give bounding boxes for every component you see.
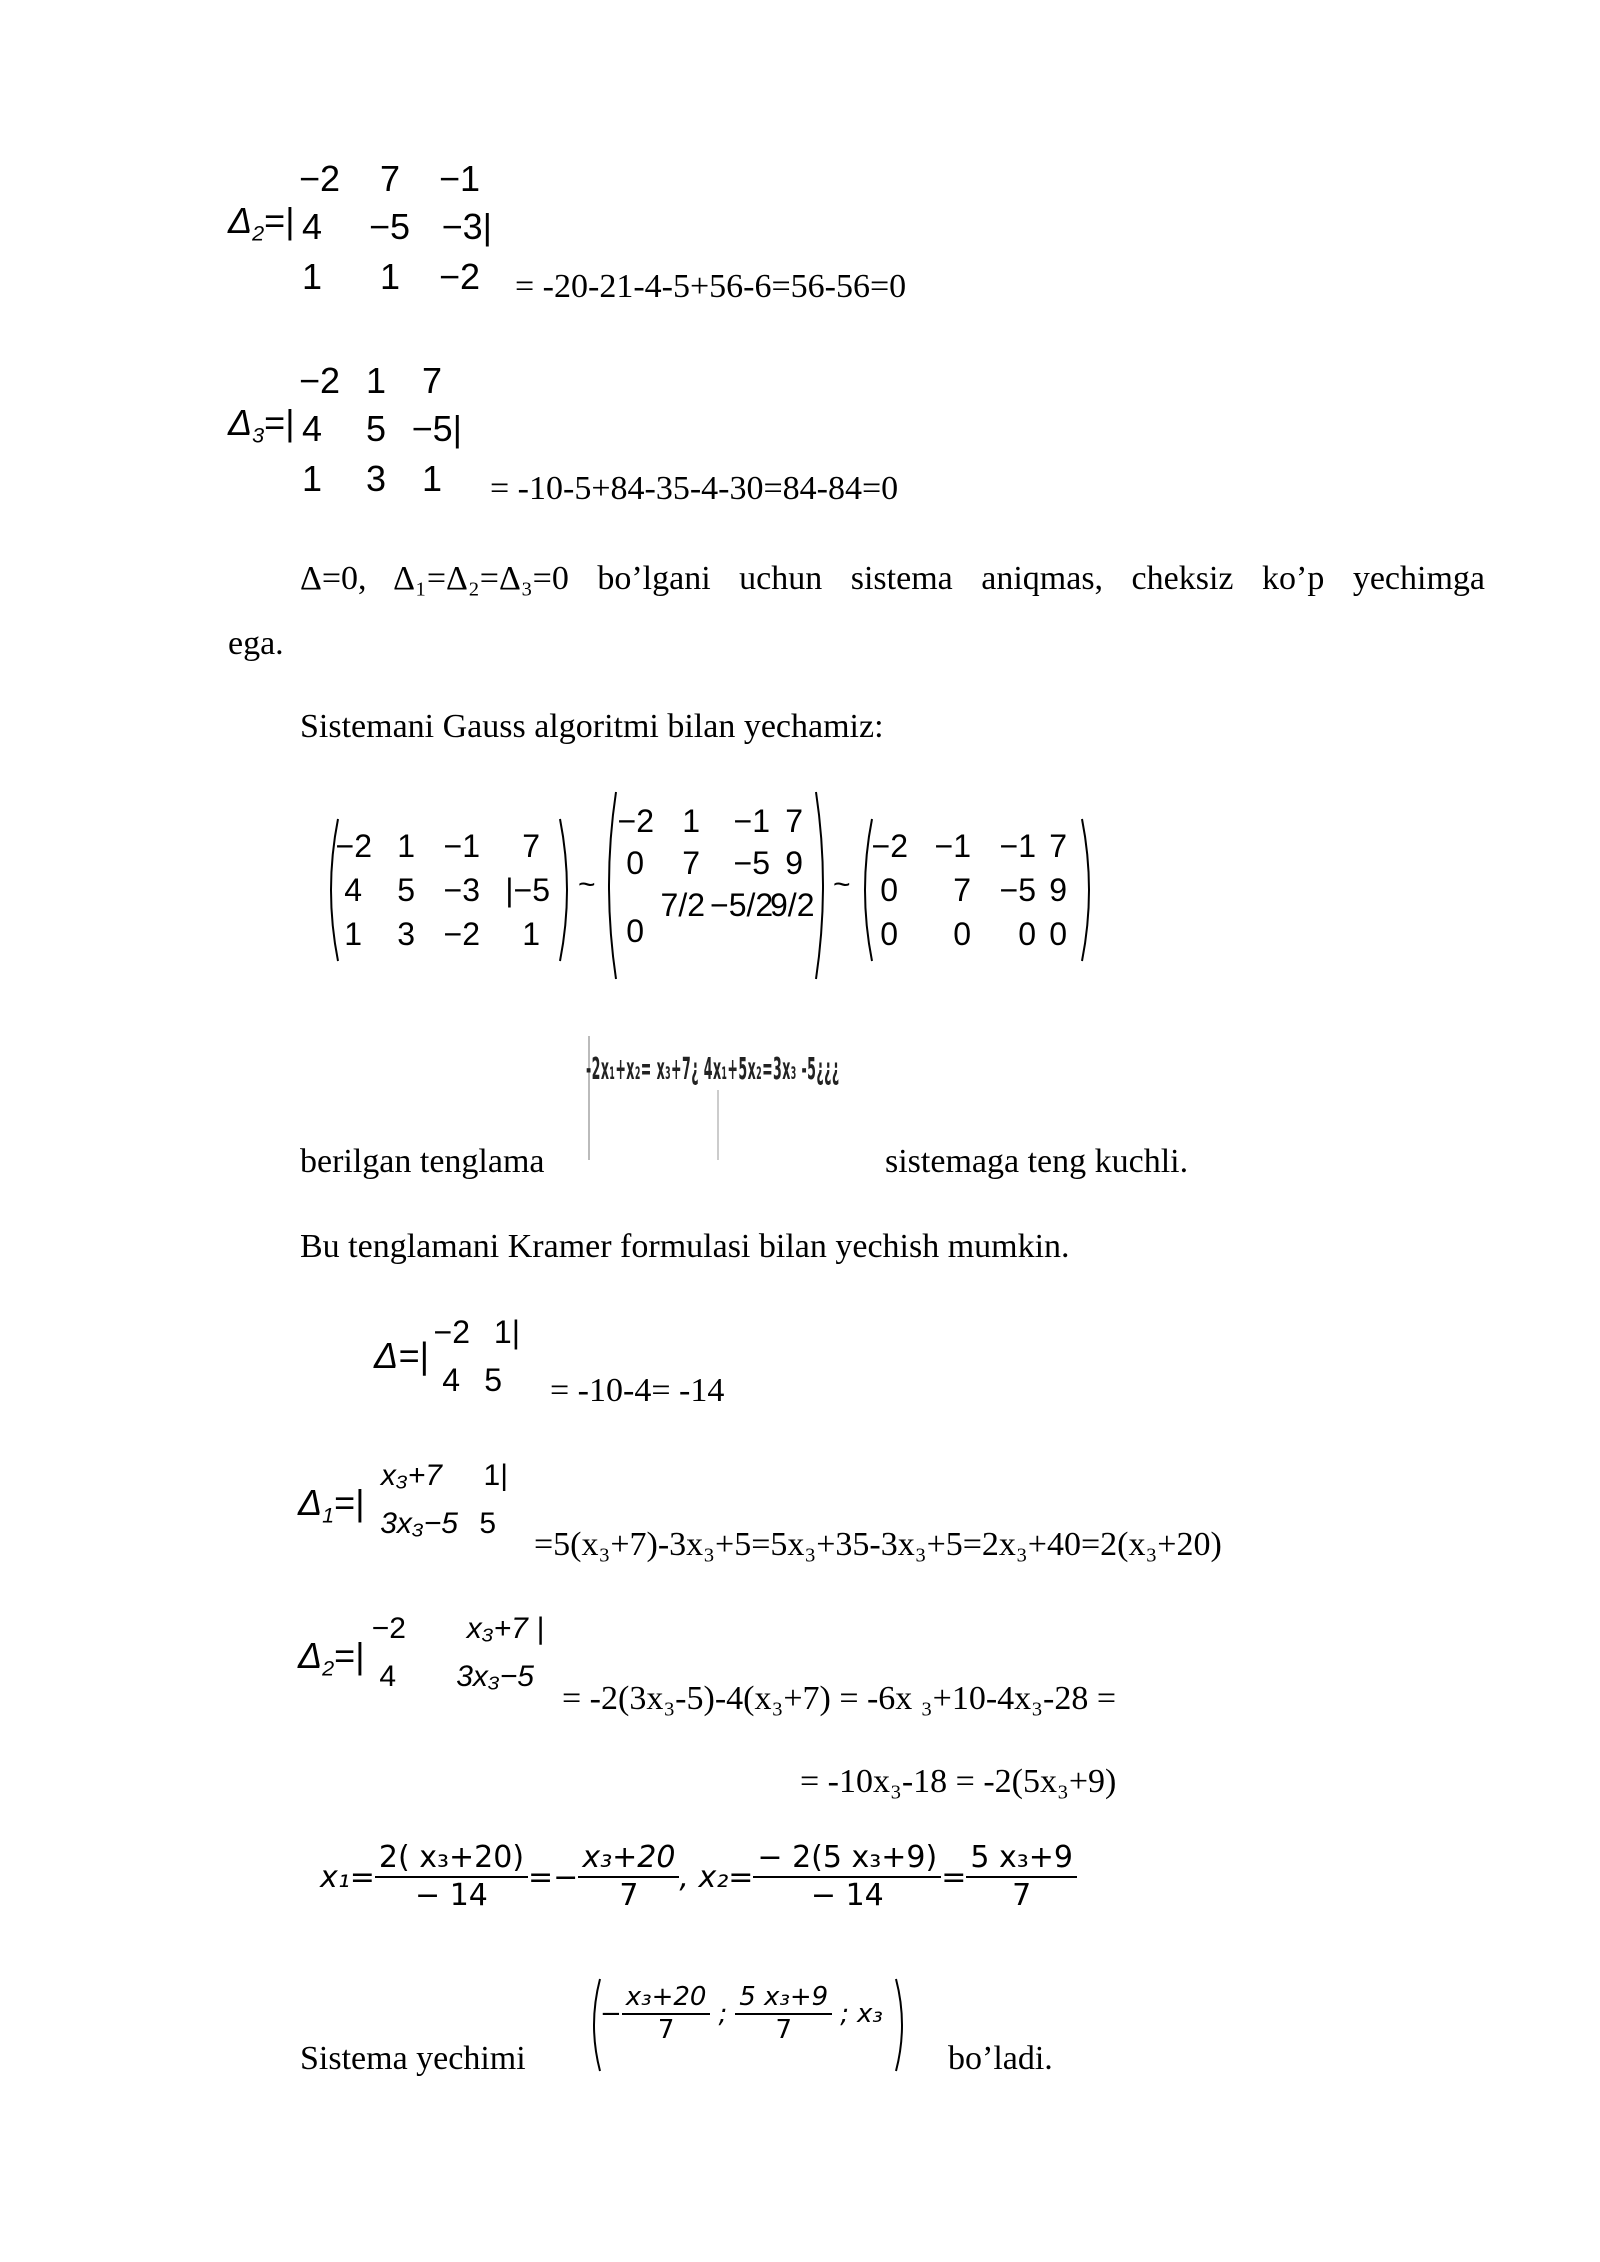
cell: −1 — [443, 828, 480, 864]
cell: 4 — [442, 1362, 460, 1398]
cell: −2 — [871, 828, 908, 864]
det2-label: $\Delta_2=|$ — [298, 1635, 365, 1681]
cell: 4 — [344, 872, 362, 908]
tilde-1: ~ — [578, 868, 596, 901]
fraction-4: $\frac{\text{5 x₃+9}}{7}$ — [966, 1840, 1077, 1914]
cell: −2 — [443, 916, 480, 952]
cell: 1 — [421, 458, 442, 499]
final-fraction-a: $\frac{\text{x₃+20}}{7}$ — [622, 1982, 711, 2046]
eq-minus: =− — [528, 1859, 579, 1895]
final-sep-1: ; — [718, 1999, 728, 2030]
cell: 1 — [397, 828, 415, 864]
cell: −2 — [335, 828, 372, 864]
cell: 3 — [365, 458, 386, 499]
cell: −1 — [438, 158, 480, 199]
system-brace — [586, 1030, 886, 1170]
det1-matrix — [360, 1455, 520, 1555]
cell: −2 — [371, 1612, 406, 1645]
cell-fraction-5-2: −5/2 — [710, 887, 774, 923]
x1-lhs: x₁= — [320, 1859, 375, 1895]
final-minus: − — [600, 1999, 622, 2030]
cell: 0 — [1018, 916, 1036, 952]
fraction-1: $\frac{\text{2( x₃+20)}}{- 14}$ — [375, 1840, 528, 1914]
cell: 5 — [397, 872, 415, 908]
delta2-result: = -20-21-4-5+56-6=56-56=0 — [515, 268, 907, 305]
cell: 0 — [880, 872, 898, 908]
kramer-intro: Bu tenglamani Kramer formulasi bilan yechish mumkin. — [300, 1228, 1070, 1265]
cell: −2 — [433, 1314, 470, 1350]
cell-fraction-7-2: 7/2 — [660, 887, 705, 923]
cell: 9 — [1049, 872, 1067, 908]
cell: |−5 — [505, 872, 550, 908]
cell: 7 — [522, 828, 540, 864]
cell: 3 — [397, 916, 415, 952]
cell: −1 — [934, 828, 971, 864]
equiv-after: sistemaga teng kuchli. — [885, 1143, 1189, 1180]
final-vector — [600, 1982, 883, 2046]
cell: −3 — [443, 872, 480, 908]
x2-lhs: , x₂= — [679, 1859, 754, 1895]
cell: 5 — [479, 1507, 496, 1540]
cell: −3| — [441, 206, 492, 247]
cell: x₃+7 — [380, 1459, 442, 1492]
cell: 5 — [484, 1362, 502, 1398]
cell: −2 — [438, 256, 480, 297]
cell: x₃+7 | — [466, 1612, 544, 1645]
cell: 3x₃−5 — [380, 1507, 458, 1540]
gauss-intro: Sistemani Gauss algoritmi bilan yechamiz: — [300, 708, 884, 745]
tilde-2: ~ — [833, 868, 851, 901]
final-x3: x₃ — [856, 1999, 883, 2030]
cell: 7 — [953, 872, 971, 908]
eq-sign: = — [941, 1859, 967, 1895]
cell: 0 — [1049, 916, 1067, 952]
fraction-3: $\frac{\text{− 2(5 x₃+9)}}{- 14}$ — [753, 1840, 941, 1914]
fraction-2: $\frac{\text{x₃+20}}{7}$ — [578, 1840, 679, 1914]
det2-result2: = -10x₃-18 = -2(5x₃+9) — [800, 1763, 1117, 1800]
cell: 1 — [344, 916, 362, 952]
cell-fraction-9-2: 9/2 — [770, 887, 815, 923]
m3-right-paren — [1078, 815, 1098, 965]
cell: 0 — [953, 916, 971, 952]
cell: 0 — [626, 845, 644, 881]
cell: 1| — [483, 1459, 508, 1492]
det-matrix — [430, 1310, 540, 1410]
cell: 7 — [682, 845, 700, 881]
cell: −5 — [368, 206, 410, 247]
cell: 7 — [785, 803, 803, 839]
system-equation-text: -2x₁+x₂= x₃+7¿ 4x₁+5x₂=3x₃ -5¿¿¿ — [586, 1052, 840, 1087]
conclusion-line2: ega. — [228, 625, 284, 662]
cell: 1 — [301, 458, 322, 499]
system-equation-image — [586, 1030, 886, 1170]
gauss-matrix-3 — [866, 820, 1086, 970]
final-right-paren — [892, 1975, 910, 2075]
cell: 0 — [880, 916, 898, 952]
final-fraction-b: $\frac{\text{5 x₃+9}}{7}$ — [735, 1982, 832, 2046]
cell: 1 — [379, 256, 400, 297]
cell: −2 — [298, 360, 340, 401]
cell: 5 — [365, 408, 386, 449]
cell: 7 — [379, 158, 400, 199]
final-after: bo’ladi. — [948, 2040, 1053, 2077]
delta3-result: = -10-5+84-35-4-30=84-84=0 — [490, 470, 899, 507]
det1-result: =5(x₃+7)-3x₃+5=5x₃+35-3x₃+5=2x₃+40=2(x₃+20) — [534, 1526, 1222, 1563]
cell: 1| — [493, 1314, 520, 1350]
equiv-before: berilgan tenglama — [300, 1143, 545, 1180]
cell: −5 — [733, 845, 770, 881]
cell: 1 — [365, 360, 386, 401]
det2-result: = -2(3x₃-5)-4(x₃+7) = -6x ₃+10-4x₃-28 = — [562, 1680, 1117, 1717]
delta3-label: $\Delta_3=|$ — [228, 402, 295, 448]
m2-right-paren — [812, 788, 832, 983]
cell: 4 — [301, 206, 322, 247]
final-before: Sistema yechimi — [300, 2040, 526, 2077]
cell: 1 — [301, 256, 322, 297]
gauss-matrix-1 — [330, 820, 560, 970]
cell: −1 — [733, 803, 770, 839]
gauss-matrix-2 — [610, 795, 820, 985]
cell: 7 — [421, 360, 442, 401]
cell: 1 — [522, 916, 540, 952]
delta2-matrix — [290, 150, 510, 310]
cell: −5 — [999, 872, 1036, 908]
cell: 4 — [379, 1660, 396, 1693]
cell: −5| — [411, 408, 462, 449]
det-label: Δ=| — [374, 1335, 429, 1376]
cell: −2 — [298, 158, 340, 199]
delta2-label: $\Delta_2=|$ — [228, 200, 295, 246]
cell: 9 — [785, 845, 803, 881]
cell: 7 — [1049, 828, 1067, 864]
m1-right-paren — [556, 815, 576, 965]
cell: 3x₃−5 — [456, 1660, 534, 1693]
cell: 1 — [682, 803, 700, 839]
final-sep-2: ; — [840, 1999, 849, 2030]
det1-label: $\Delta_1=|$ — [298, 1482, 365, 1528]
cell: 4 — [301, 408, 322, 449]
conclusion-line1: Δ=0, Δ₁=Δ₂=Δ₃=0 bo’lgani uchun sistema aniqmas, cheksiz ko’p yechimga — [300, 560, 1485, 597]
solution-formula — [320, 1840, 1077, 1914]
det2-matrix — [360, 1608, 560, 1708]
cell: −1 — [999, 828, 1036, 864]
cell: 0 — [626, 913, 644, 949]
delta3-matrix — [290, 352, 490, 512]
det-result: = -10-4= -14 — [550, 1372, 725, 1409]
cell: −2 — [617, 803, 654, 839]
